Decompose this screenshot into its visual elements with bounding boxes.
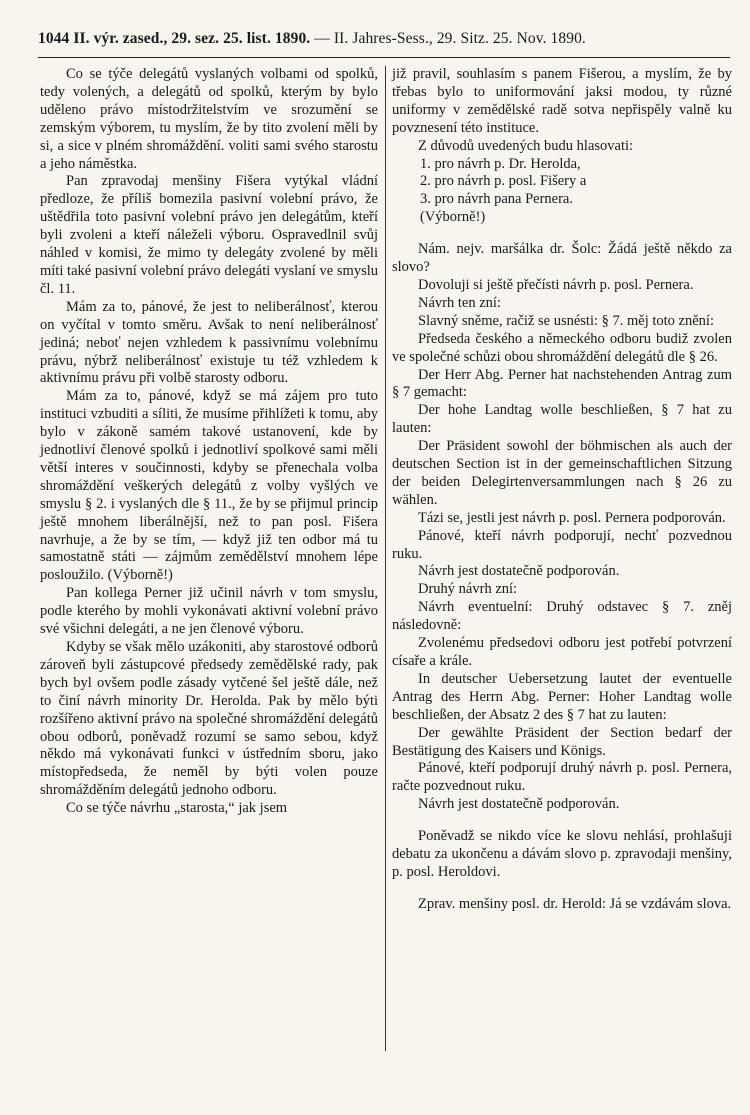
header-separator: — — [314, 30, 330, 47]
paragraph: Mám za to, pánové, že jest to neliberálnosť, kterou on vyčítal v tomto směru. Avšak to není neliberálnosť jediná; neboť nejen vzhledem k passivnímu volebnímu právu, nýbrž neliberálnosť existuje tu též vzhledem k aktivnímu právu při volbě starosty odboru. — [40, 298, 378, 387]
paragraph: 2. pro návrh p. posl. Fišery a — [420, 173, 587, 190]
right-column — [392, 66, 732, 914]
left-column — [40, 66, 378, 818]
paragraph: Návrh ten zní: — [418, 294, 501, 311]
paragraph: již pravil, souhlasím s panem Fišerou, a myslím, že by třebas bylo to uniformování jaksi modou, ty různé uniformy v zemědělské radě sotva nepřispěly valně ku povznesení této instituce. — [392, 66, 732, 136]
paragraph — [392, 882, 732, 896]
session-czech: II. výr. zased., 29. sez. 25. list. 1890. — [73, 30, 311, 47]
paragraph — [392, 814, 732, 828]
paragraph: 3. pro návrh pana Pernera. — [420, 191, 573, 208]
paragraph: Návrh jest dostatečně podporován. — [418, 796, 620, 813]
running-header — [38, 30, 728, 48]
paragraph: Tázi se, jestli jest návrh p. posl. Pernera podporován. — [418, 509, 726, 526]
paragraph: Pan zpravodaj menšiny Fišera vytýkal vládní předloze, že příliš bomezila pasivní volební právo, že uštědřila toto pasivní volební právo jen delegátům, kteří byli zvoleni a kteří náleželi výboru. Ospravedlnil svůj náhled v komisi, že mimo ty delegáty zvolené by měli míti také pasivní volební právo delegáti vyslaní ve smyslu čl. 11. — [40, 173, 378, 297]
paragraph: Der Herr Abg. Perner hat nachstehenden Antrag zum § 7 gemacht: — [392, 366, 732, 401]
paragraph: In deutscher Uebersetzung lautet der eventuelle Antrag des Herrn Abg. Perner: Hoher Landtag wolle beschließen, der Absatz 2 des § 7 hat zu lauten: — [392, 670, 732, 723]
paragraph: Zvolenému předsedovi odboru jest potřebí potvrzení císaře a krále. — [392, 635, 732, 669]
header-rule — [38, 57, 730, 58]
paragraph: Poněvadž se nikdo více ke slovu nehlásí, prohlašuji debatu za ukončenu a dávám slovo p. zpravodaji menšiny, p. posl. Heroldovi. — [392, 828, 732, 880]
paragraph: Der Präsident sowohl der böhmischen als auch der deutschen Section ist in der gemeinschaftlichen Sitzung der beiden Delegirtenversammlungen nach § 26 zu wählen. — [392, 438, 732, 508]
paragraph: Kdyby se však mělo uzákoniti, aby starostové odborů zároveň byli zástupcové předsedy zemědělské rady, pak bych byl ovšem podle zásady vytčené šel ještě dále, než to činí návrh minority Dr. Herolda. Pak by mělo býti rozšířeno aktivní právo na společné shromáždění delegátů obou odborů, poněvadž rozumí se samo sebou, když někdo má vykonávati funkci v ústředním sboru, jako místopředseda, že neměl by býti volen pouze shromážděním delegátů jednoho odboru. — [40, 639, 378, 799]
paragraph: Návrh jest dostatečně podporován. — [418, 563, 620, 580]
paragraph: Mám za to, pánové, když se má zájem pro tuto instituci vzbuditi a síliti, že musíme přihlížeti k tomu, aby bylo v zákoně samém takové ustanovení, kde by jednotliví členové spolků i jednotliví spolkové sami měli větší interes v součinnosti, kdyby se přenechala volba shromáždění veškerých delegátů z volby vyšlých ve smyslu § 2. i vyslaných dle § 11., že by se přijmul princip ještě mnohem liberálnější, než to pan posl. Fišera navrhuje, a že by se tím, — když již ten odbor má tu samostatně státi — zájmům zemědělství mnohem lépe posloužilo. (Výborně!) — [40, 388, 378, 584]
paragraph: Druhý návrh zní: — [418, 581, 518, 598]
column-divider — [385, 66, 386, 1051]
paragraph: Nám. nejv. maršálka dr. Šolc: Žádá ještě někdo za slovo? — [392, 241, 732, 276]
paragraph: Z důvodů uvedených budu hlasovati: — [418, 137, 634, 154]
paragraph: Návrh eventuelní: Druhý odstavec § 7. zněj následovně: — [392, 599, 732, 634]
paragraph: Dovoluji si ještě přečísti návrh p. posl. Pernera. — [418, 276, 694, 293]
paragraph: Co se týče delegátů vyslaných volbami od spolků, tedy volených, a delegátů od spolků, kterým by bylo uděleno právo místodržitelstvím ve srozumění se zemským výborem, tu myslím, že by tito zvolení měli by si, a sice v plném shromáždění. voliti sami svého starostu a jeho náměstka. — [40, 66, 378, 172]
paragraph: Pan kollega Perner již učinil návrh v tom smyslu, podle kterého by mohli vykonávati aktivní volební právo své všichni delegáti, a ne jen členové výboru. — [40, 585, 378, 638]
paragraph — [392, 227, 732, 241]
paragraph: Pánové, kteří podporují druhý návrh p. posl. Pernera, račte pozvednout ruku. — [392, 760, 732, 795]
paragraph: Der hohe Landtag wolle beschließen, § 7 hat zu lauten: — [392, 402, 732, 437]
paragraph: 1. pro návrh p. Dr. Herolda, — [420, 155, 581, 172]
page-number: 1044 — [38, 30, 70, 47]
paragraph: Co se týče návrhu „starosta,“ jak jsem — [66, 800, 288, 817]
paragraph: Předseda českého a německého odboru budiž zvolen ve společné schůzi obou shromáždění delegátů dle § 26. — [392, 330, 732, 365]
paragraph: Der gewählte Präsident der Section bedarf der Bestätigung des Kaisers und Königs. — [392, 724, 732, 759]
session-german: II. Jahres-Sess., 29. Sitz. 25. Nov. 1890. — [333, 30, 586, 47]
paragraph: (Výborně!) — [420, 209, 486, 226]
paragraph: Zprav. menšiny posl. dr. Herold: Já se vzdávám slova. — [418, 895, 732, 912]
paragraph: Pánové, kteří návrh podporují, nechť pozvednou ruku. — [392, 527, 732, 562]
paragraph: Slavný sněme, račiž se usnésti: § 7. měj toto znění: — [418, 312, 714, 329]
